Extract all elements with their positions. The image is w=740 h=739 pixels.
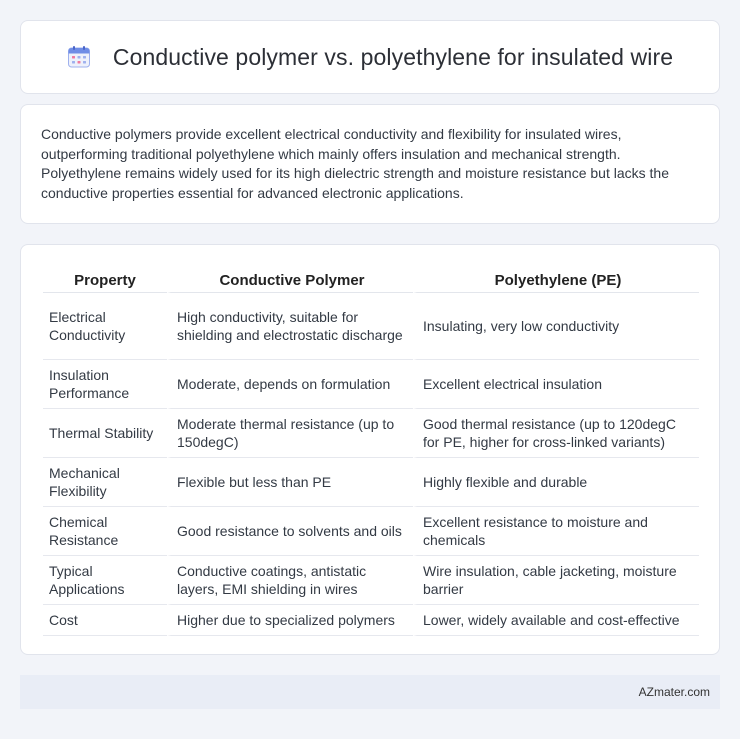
table-row: [43, 360, 699, 409]
row-property: Typical Applications: [43, 556, 167, 605]
table-row: [43, 293, 699, 360]
column-header-conductive-polymer: Conductive Polymer: [167, 265, 413, 293]
column-header-property: Property: [43, 265, 167, 293]
table-row: [43, 605, 699, 636]
column-header-polyethylene: Polyethylene (PE): [413, 265, 699, 293]
intro-card: [20, 104, 720, 224]
page-title: Conductive polymer vs. polyethylene for insulated wire: [112, 43, 674, 70]
comparison-table-card: [20, 244, 720, 655]
row-property: Insulation Performance: [43, 360, 167, 409]
row-conductive-polymer-value: Conductive coatings, antistatic layers, EMI shielding in wires: [167, 556, 413, 605]
comparison-table: [43, 265, 699, 636]
row-conductive-polymer-value: Flexible but less than PE: [167, 458, 413, 507]
calendar-icon: [67, 45, 91, 69]
row-property: Cost: [43, 605, 167, 636]
row-conductive-polymer-value: Moderate, depends on formulation: [167, 360, 413, 409]
table-header-row: [43, 265, 699, 293]
row-conductive-polymer-value: Moderate thermal resistance (up to 150degC): [167, 409, 413, 458]
title-card: [20, 20, 720, 94]
row-polyethylene-value: Excellent electrical insulation: [413, 360, 699, 409]
footer: [20, 675, 720, 709]
table-row: [43, 458, 699, 507]
row-conductive-polymer-value: Higher due to specialized polymers: [167, 605, 413, 636]
row-polyethylene-value: Lower, widely available and cost-effective: [413, 605, 699, 636]
row-property: Electrical Conductivity: [43, 293, 167, 360]
footer-brand: AZmater.com: [638, 685, 710, 699]
row-polyethylene-value: Wire insulation, cable jacketing, moisture barrier: [413, 556, 699, 605]
table-row: [43, 409, 699, 458]
row-polyethylene-value: Excellent resistance to moisture and chemicals: [413, 507, 699, 556]
row-property: Mechanical Flexibility: [43, 458, 167, 507]
intro-paragraph: Conductive polymers provide excellent electrical conductivity and flexibility for insulated wires, outperforming traditional polyethylene which mainly offers insulation and mechanical strength. Polyethylene remains widely used for its high dielectric strength and moisture resistance but lacks the conductive properties essential for advanced electronic applications.: [41, 126, 669, 201]
row-polyethylene-value: Highly flexible and durable: [413, 458, 699, 507]
row-polyethylene-value: Insulating, very low conductivity: [413, 293, 699, 360]
table-row: [43, 556, 699, 605]
row-conductive-polymer-value: Good resistance to solvents and oils: [167, 507, 413, 556]
row-polyethylene-value: Good thermal resistance (up to 120degC for PE, higher for cross-linked variants): [413, 409, 699, 458]
row-property: Thermal Stability: [43, 409, 167, 458]
row-conductive-polymer-value: High conductivity, suitable for shielding and electrostatic discharge: [167, 293, 413, 360]
row-property: Chemical Resistance: [43, 507, 167, 556]
table-row: [43, 507, 699, 556]
